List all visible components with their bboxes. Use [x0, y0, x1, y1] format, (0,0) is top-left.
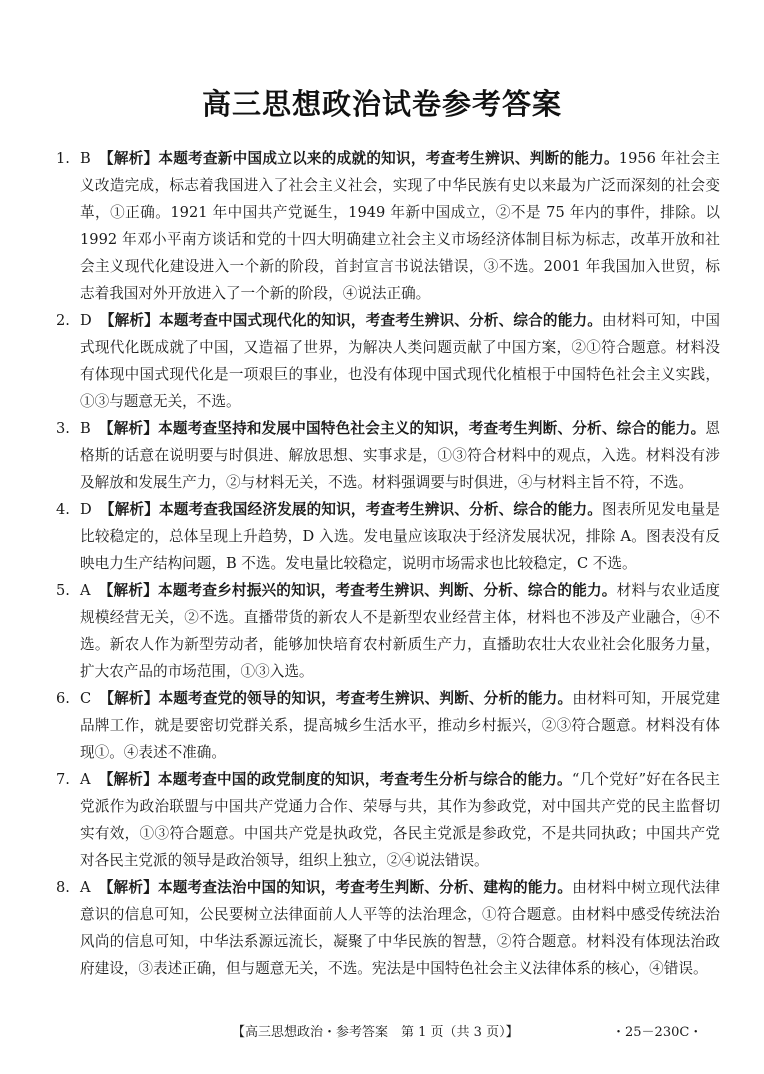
analysis-tag: 【解析】	[99, 312, 159, 329]
analysis-tag: 【解析】	[98, 582, 158, 599]
answer-item	[56, 874, 720, 982]
answer-lead: 本题考查法治中国的知识，考查考生判断、分析、建构的能力。	[157, 879, 573, 896]
answer-item	[56, 766, 720, 874]
answer-body: 1956 年社会主义改造完成，标志着我国进入了社会主义社会，实现了中华民族有史以来最为广泛而深刻的社会变革，①正确。1921 年中国共产党诞生，1949 年新中国成立，②不是 75 年内的事件，排除。以 1992 年邓小平南方谈话和党的十四大明确建立社会主义市场经济体制目标为标志，改革开放和社会主义现代化建设进入一个新的阶段，首封宣言书说法错误，③不选。2001 年我国加入世贸，标志着我国对外开放进入了一个新的阶段，④说法正确。	[80, 150, 720, 302]
analysis-tag: 【解析】	[98, 420, 159, 437]
answer-lead: 本题考查坚持和发展中国特色社会主义的知识，考查考生判断、分析、综合的能力。	[158, 420, 706, 437]
answer-body: 由材料可知，中国式现代化既成就了中国，又造福了世界，为解决人类问题贡献了中国方案，②①符合题意。材料没有体现中国式现代化是一项艰巨的事业，也没有体现中国式现代化植根于中国特色社会主义实践，①③与题意无关，不选。	[80, 312, 720, 410]
analysis-tag: 【解析】	[99, 501, 159, 518]
answer-lead: 本题考查新中国成立以来的成就的知识，考查考生辨识、判断的能力。	[158, 150, 619, 167]
answer-item	[56, 145, 720, 307]
answer-body: 由材料中树立现代法律意识的信息可知，公民要树立法律面前人人平等的法治理念，①符合题意。由材料中感受传统法治风尚的信息可知，中华法系源远流长，凝聚了中华民族的智慧，②符合题意。材料没有体现法治政府建设，③表述正确，但与题意无关，不选。宪法是中国特色社会主义法律体系的核心，④错误。	[80, 879, 720, 977]
answer-option: A	[80, 879, 91, 896]
answer-item	[56, 577, 720, 685]
answer-body: 材料与农业适度规模经营无关，②不选。直播带货的新农人不是新型农业经营主体，材料也不涉及产业融合，④不选。新农人作为新型劳动者，能够加快培育农村新质生产力，直播助农壮大农业社会化服务力量，扩大农产品的市场范围，①③入选。	[80, 582, 720, 680]
answer-item	[56, 496, 720, 577]
analysis-tag: 【解析】	[98, 879, 158, 896]
answer-option: D	[80, 501, 92, 518]
footer-code: ・25－230C・	[612, 1025, 703, 1040]
answer-option: C	[80, 690, 92, 707]
answer-list	[56, 145, 720, 982]
answer-number: 4.	[56, 501, 70, 518]
answer-number: 2.	[56, 312, 70, 329]
footer-page-info: 【高三思想政治・参考答案 第 1 页（共 3 页）】	[232, 1025, 519, 1040]
answer-option: D	[80, 312, 92, 329]
answer-item	[56, 307, 720, 415]
answer-body: “几个党好”好在各民主党派作为政治联盟与中国共产党通力合作、荣辱与共，其作为参政党，对中国共产党的民主监督切实有效，①③符合题意。中国共产党是执政党，各民主党派是参政党，不是共同执政；中国共产党对各民主党派的领导是政治领导，组织上独立，②④说法错误。	[80, 771, 720, 869]
answer-item	[56, 685, 720, 766]
answer-body: 图表所见发电量是比较稳定的，总体呈现上升趋势，D 入选。发电量应该取决于经济发展状况，排除 A。图表没有反映电力生产结构问题，B 不选。发电量比较稳定，说明市场需求也比较稳定，C 不选。	[80, 501, 720, 572]
answer-number: 6.	[56, 690, 70, 707]
answer-lead: 本题考查乡村振兴的知识，考查考生辨识、判断、分析、综合的能力。	[157, 582, 617, 599]
answer-lead: 本题考查我国经济发展的知识，考查考生辨识、分析、综合的能力。	[158, 501, 602, 518]
answer-option: A	[80, 771, 91, 788]
answer-number: 5.	[56, 582, 70, 599]
answer-option: B	[80, 150, 91, 167]
answer-number: 8.	[56, 879, 70, 896]
answer-number: 1.	[56, 150, 70, 167]
answer-number: 7.	[56, 771, 70, 788]
answer-item	[56, 415, 720, 496]
answer-body: 恩格斯的话意在说明要与时俱进、解放思想、实事求是，①③符合材料中的观点，入选。材料没有涉及解放和发展生产力，②与材料无关，不选。材料强调要与时俱进，④与材料主旨不符，不选。	[80, 420, 720, 491]
analysis-tag: 【解析】	[99, 690, 159, 707]
answer-lead: 本题考查中国式现代化的知识，考查考生辨识、分析、综合的能力。	[158, 312, 602, 329]
answer-number: 3.	[56, 420, 70, 437]
page-title: 高三思想政治试卷参考答案	[201, 87, 562, 121]
analysis-tag: 【解析】	[98, 150, 159, 167]
answer-option: A	[80, 582, 91, 599]
analysis-tag: 【解析】	[98, 771, 158, 788]
answer-body: 由材料可知，开展党建品牌工作，就是要密切党群关系，提高城乡生活水平，推动乡村振兴，②③符合题意。材料没有体现①。④表述不准确。	[80, 690, 720, 761]
answer-lead: 本题考查中国的政党制度的知识，考查考生分析与综合的能力。	[157, 771, 572, 788]
answer-lead: 本题考查党的领导的知识，考查考生辨识、判断、分析的能力。	[158, 690, 573, 707]
answer-option: B	[80, 420, 91, 437]
